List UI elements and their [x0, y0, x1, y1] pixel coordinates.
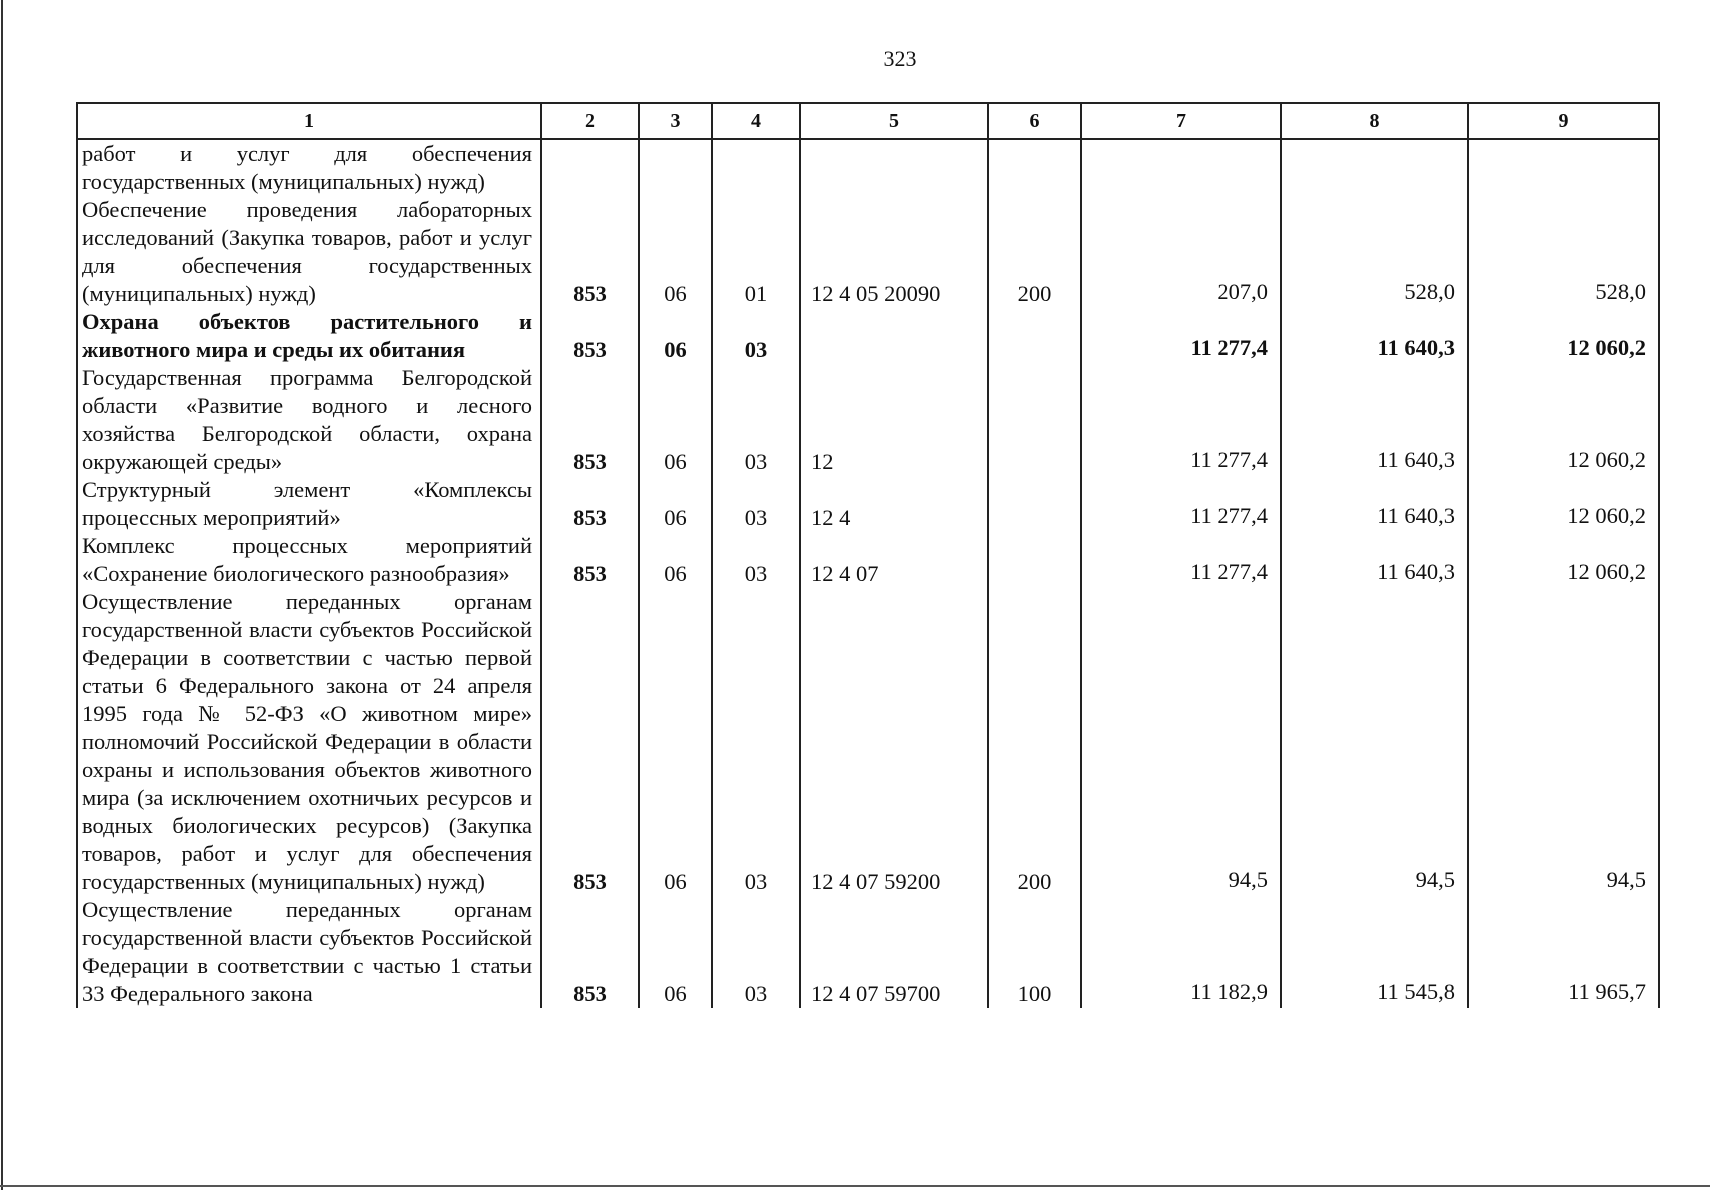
amount-2025: 94,5 [1281, 588, 1468, 896]
amount-2026 [1468, 139, 1658, 196]
ministry-code: 853 [541, 364, 639, 476]
section-code: 06 [639, 896, 712, 1008]
scan-left-edge [1, 0, 3, 1190]
expense-type [988, 364, 1081, 476]
section-code: 06 [639, 364, 712, 476]
subsection-code: 01 [712, 196, 800, 308]
header-row [78, 104, 1658, 139]
subsection-code: 03 [712, 532, 800, 588]
header-cell-2: 2 [541, 104, 639, 139]
amount-2025 [1281, 139, 1468, 196]
target-article [800, 139, 988, 196]
subsection-code: 03 [712, 364, 800, 476]
section-code [639, 139, 712, 196]
section-code: 06 [639, 196, 712, 308]
target-article: 12 4 07 [800, 532, 988, 588]
ministry-code: 853 [541, 532, 639, 588]
row-description: Обеспечение проведения лабораторных исследований (Закупка товаров, работ и услуг для обеспечения государственных (муниципальных) нужд) [78, 196, 541, 308]
row-description: Осуществление переданных органам государственной власти субъектов Российской Федерации в соответствии с частью 1 статьи 33 Федерального закона [78, 896, 541, 1008]
expense-type: 100 [988, 896, 1081, 1008]
target-article: 12 4 05 20090 [800, 196, 988, 308]
amount-2026: 528,0 [1595, 279, 1646, 304]
amount-2024: 94,5 [1081, 588, 1281, 896]
ministry-code: 853 [541, 308, 639, 364]
subsection-code: 03 [712, 476, 800, 532]
target-article: 12 4 [800, 476, 988, 532]
header-cell-6: 6 [988, 104, 1081, 139]
row-description: Комплекс процессных мероприятий «Сохранение биологического разнообразия» [78, 532, 541, 588]
subsection-code: 03 [712, 896, 800, 1008]
header-cell-3: 3 [639, 104, 712, 139]
expense-type [988, 308, 1081, 364]
page-number: 323 [883, 46, 917, 71]
budget-table-wrapper [76, 102, 1660, 1008]
expense-type [988, 476, 1081, 532]
row-description: Государственная программа Белгородской области «Развитие водного и лесного хозяйства Белгородской области, охрана окружающей среды» [78, 364, 541, 476]
budget-table [78, 104, 1658, 1008]
amount-2025: 11 640,3 [1281, 476, 1468, 532]
table-row [78, 588, 1658, 896]
section-code: 06 [639, 588, 712, 896]
amount-2026: 12 060,2 [1567, 447, 1646, 472]
row-description: Структурный элемент «Комплексы процессных мероприятий» [78, 476, 541, 532]
header-cell-5: 5 [800, 104, 988, 139]
amount-2026: 12 060,2 [1567, 503, 1646, 528]
amount-2025: 11 640,3 [1281, 364, 1468, 476]
subsection-code [712, 139, 800, 196]
subsection-code: 03 [712, 588, 800, 896]
target-article: 12 4 07 59700 [800, 896, 988, 1008]
ministry-code [541, 139, 639, 196]
section-code: 06 [639, 532, 712, 588]
amount-2024: 207,0 [1081, 196, 1281, 308]
target-article [800, 308, 988, 364]
ministry-code: 853 [541, 476, 639, 532]
expense-type [988, 139, 1081, 196]
ministry-code: 853 [541, 588, 639, 896]
header-cell-9: 9 [1468, 104, 1658, 139]
amount-2025: 528,0 [1281, 196, 1468, 308]
amount-2025: 11 640,3 [1281, 308, 1468, 364]
table-row [78, 196, 1658, 308]
target-article: 12 4 07 59200 [800, 588, 988, 896]
amount-2025: 11 640,3 [1281, 532, 1468, 588]
amount-2024: 11 277,4 [1081, 532, 1281, 588]
table-row [78, 364, 1658, 476]
table-body [78, 139, 1658, 1008]
table-row [78, 308, 1658, 364]
amount-2026: 94,5 [1606, 867, 1646, 892]
row-description: Охрана объектов растительного и животного мира и среды их обитания [78, 308, 541, 364]
ministry-code: 853 [541, 196, 639, 308]
table-row [78, 476, 1658, 532]
row-description: работ и услуг для обеспечения государственных (муниципальных) нужд) [78, 139, 541, 196]
expense-type: 200 [988, 196, 1081, 308]
amount-2026: 12 060,2 [1567, 559, 1646, 584]
header-cell-1: 1 [78, 104, 541, 139]
header-cell-7: 7 [1081, 104, 1281, 139]
subsection-code: 03 [712, 308, 800, 364]
header-cell-8: 8 [1281, 104, 1468, 139]
amount-2024: 11 277,4 [1081, 364, 1281, 476]
section-code: 06 [639, 308, 712, 364]
table-row [78, 896, 1658, 1008]
amount-2026: 11 965,7 [1568, 979, 1646, 1004]
table-row [78, 532, 1658, 588]
ministry-code: 853 [541, 896, 639, 1008]
header-cell-4: 4 [712, 104, 800, 139]
row-description: Осуществление переданных органам государственной власти субъектов Российской Федерации в соответствии с частью первой статьи 6 Федерального закона от 24 апреля 1995 года № 52-ФЗ «О животном мире» полномочий Российской Федерации в области охраны и использования объектов животного мира (за исключением охотничьих ресурсов и водных биологических ресурсов) (Закупка товаров, работ и услуг для обеспечения государственных (муниципальных) нужд) [78, 588, 541, 896]
scan-bottom-edge [0, 1185, 1710, 1187]
expense-type: 200 [988, 588, 1081, 896]
table-row [78, 139, 1658, 196]
amount-2024: 11 277,4 [1081, 476, 1281, 532]
amount-2024: 11 182,9 [1081, 896, 1281, 1008]
target-article: 12 [800, 364, 988, 476]
amount-2024 [1081, 139, 1281, 196]
amount-2024: 11 277,4 [1081, 308, 1281, 364]
expense-type [988, 532, 1081, 588]
amount-2026: 12 060,2 [1567, 335, 1646, 360]
amount-2025: 11 545,8 [1281, 896, 1468, 1008]
section-code: 06 [639, 476, 712, 532]
